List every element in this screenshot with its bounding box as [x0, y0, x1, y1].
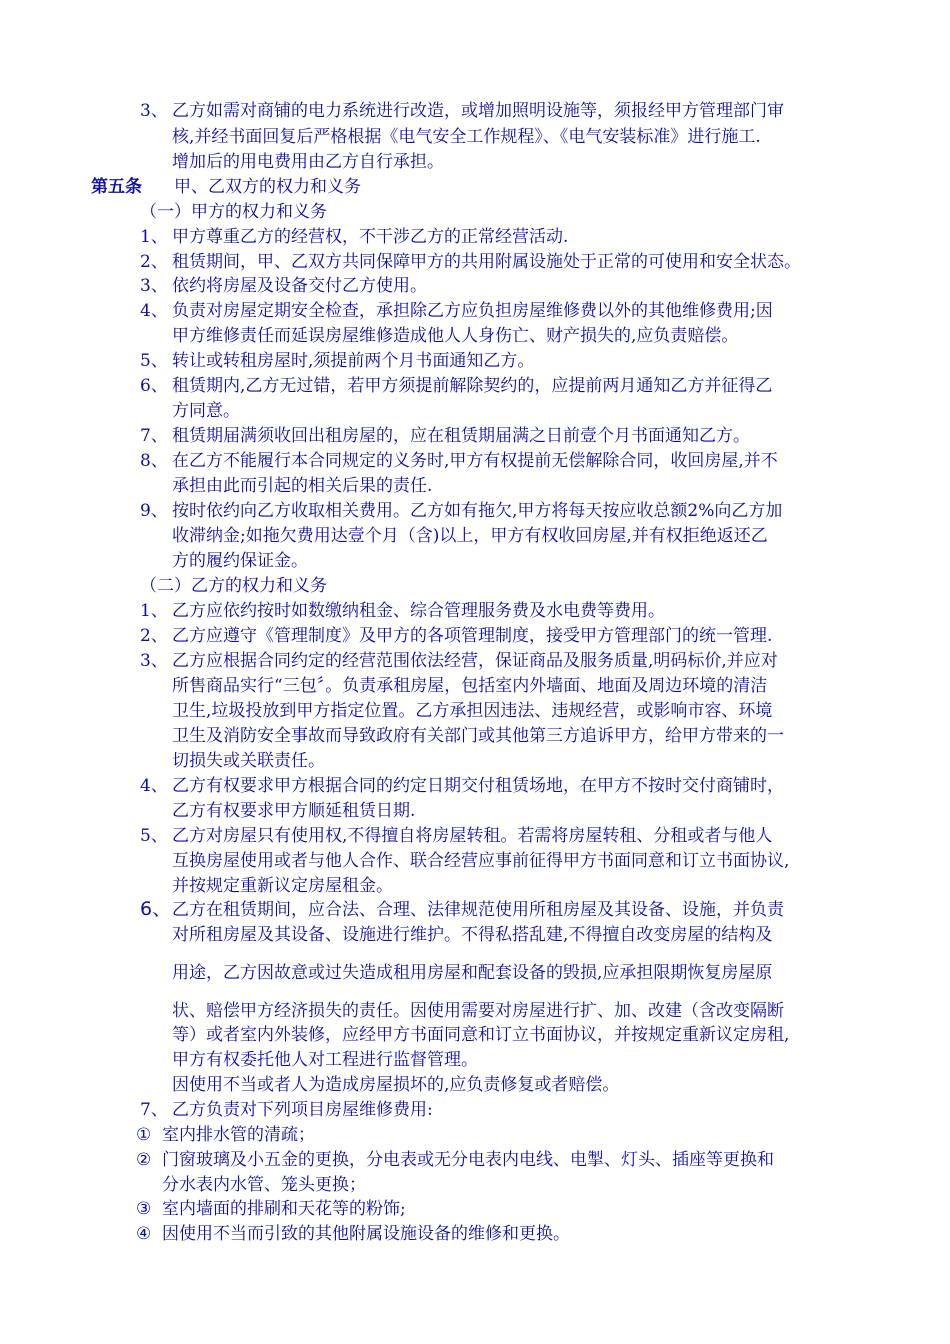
article5-title: 甲、乙双方的权力和义务 — [174, 177, 361, 197]
a-item1: 1、 甲方尊重乙方的经营权，不干涉乙方的正常经营活动. — [140, 227, 569, 247]
b-item6-line1: 6、乙方在租赁期间，应合法、合理、法律规范使用所租房屋及其设备、设施，并负责 — [140, 898, 784, 920]
b-item6-line5: 等）或者室内外装修，应经甲方书面同意和订立书面协议，并按规定重新议定房租, — [172, 1025, 790, 1045]
b-item7-sub2-line1: ② 门窗玻璃及小五金的更换，分电表或无分电表内电线、电掣、灯头、插座等更换和 — [136, 1150, 774, 1170]
b-item3-line5: 切损失或关联责任。 — [172, 751, 325, 771]
b-item5-line2: 互换房屋使用或者与他人合作、联合经营应事前征得甲方书面同意和订立书面协议, — [172, 851, 790, 871]
a-item8-line2: 承担由此而引起的相关后果的责任. — [172, 476, 433, 496]
a-item3: 3、 依约将房屋及设备交付乙方使用。 — [140, 276, 427, 296]
a-item5: 5、 转让或转租房屋时,须提前两个月书面通知乙方。 — [140, 351, 535, 371]
a-item7: 7、 租赁期届满须收回出租房屋的，应在租赁期届满之日前壹个月书面通知乙方。 — [140, 426, 750, 446]
b-item5-line3: 并按规定重新议定房屋租金。 — [172, 876, 393, 896]
b-item3-line3: 卫生,垃圾投放到甲方指定位置。乙方承担因违法、违规经营，或影响市容、环境 — [172, 701, 773, 721]
a-item4-line2: 甲方维修责任而延误房屋维修造成他人人身伤亡、财产损失的,应负责赔偿。 — [172, 326, 739, 346]
b-item7-sub2-line2: 分水表内水管、笼头更换； — [162, 1175, 366, 1195]
b-item6-line6: 甲方有权委托他人对工程进行监督管理。 — [172, 1050, 478, 1070]
top-item3-line2: 核,并经书面回复后严格根据《电气安全工作规程》、《电气安装标准》进行施工. — [172, 127, 761, 147]
b-item5-line1: 5、 乙方对房屋只有使用权,不得擅自将房屋转租。若需将房屋转租、分租或者与他人 — [140, 826, 773, 846]
b-item7-sub4: ④ 因使用不当而引致的其他附属设施设备的维修和更换。 — [136, 1224, 570, 1244]
a-item6-line2: 方同意。 — [172, 401, 240, 421]
b-item3-line1: 3、 乙方应根据合同约定的经营范围依法经营，保证商品及服务质量,明码标价,并应对 — [140, 651, 778, 671]
a-item9-line1: 9、 按时依约向乙方收取相关费用。乙方如有拖欠,甲方将每天按应收总额2%向乙方加 — [140, 501, 783, 521]
top-item3-line1: 3、 乙方如需对商铺的电力系统进行改造，或增加照明设施等，须报经甲方管理部门审 — [140, 101, 784, 121]
a-item4-line1: 4、 负责对房屋定期安全检查，承担除乙方应负担房屋维修费以外的其他维修费用;因 — [140, 301, 773, 321]
a-item2: 2、 租赁期间，甲、乙双方共同保障甲方的共用附属设施处于正常的可使用和安全状态。 — [140, 252, 801, 272]
article5-label: 第五条 — [91, 177, 142, 197]
b-item7-sub3: ③ 室内墙面的排刷和天花等的粉饰; — [136, 1199, 406, 1219]
b-item6-line2: 对所租房屋及其设备、设施进行维护。不得私搭乱建,不得擅自改变房屋的结构及 — [172, 925, 773, 945]
a-item8-line1: 8、 在乙方不能履行本合同规定的义务时,甲方有权提前无偿解除合同，收回房屋,并不 — [140, 451, 778, 471]
b-item6-line3: 用途，乙方因故意或过失造成租用房屋和配套设备的毁损,应承担限期恢复房屋原 — [172, 963, 773, 983]
b-item6-line4: 状、赔偿甲方经济损失的责任。因使用需要对房屋进行扩、加、改建（含改变隔断 — [172, 1001, 784, 1021]
a-item9-line3: 方的履约保证金。 — [172, 551, 308, 571]
section-b-title: （二）乙方的权力和义务 — [140, 576, 327, 596]
b-item7-intro: 7、 乙方负责对下列项目房屋维修费用: — [140, 1100, 433, 1120]
section-a-title: （一）甲方的权力和义务 — [140, 202, 327, 222]
b-item4-line2: 乙方有权要求甲方顺延租赁日期. — [172, 801, 416, 821]
b-item7-sub1: ① 室内排水管的清疏； — [136, 1125, 315, 1145]
b-item1: 1、 乙方应依约按时如数缴纳租金、综合管理服务费及水电费等费用。 — [140, 601, 665, 621]
top-item3-line3: 增加后的用电费用由乙方自行承担。 — [172, 152, 444, 172]
a-item6-line1: 6、 租赁期内,乙方无过错，若甲方须提前解除契约的，应提前两月通知乙方并征得乙 — [140, 376, 773, 396]
b-item3-line2: 所售商品实行“三包〞。负责承租房屋，包括室内外墙面、地面及周边环境的清洁 — [172, 676, 768, 696]
b-item2: 2、 乙方应遵守《管理制度》及甲方的各项管理制度，接受甲方管理部门的统一管理. — [140, 626, 773, 646]
b-item4-line1: 4、 乙方有权要求甲方根据合同的约定日期交付租赁场地，在甲方不按时交付商铺时， — [140, 776, 784, 796]
a-item9-line2: 收滞纳金;如拖欠费用达壹个月（含)以上，甲方有权收回房屋,并有权拒绝返还乙 — [172, 526, 768, 546]
b-item6-line7: 因使用不当或者人为造成房屋损坏的,应负责修复或者赔偿。 — [172, 1075, 620, 1095]
b-item3-line4: 卫生及消防安全事故而导致政府有关部门或其他第三方追诉甲方，给甲方带来的一 — [172, 726, 784, 746]
